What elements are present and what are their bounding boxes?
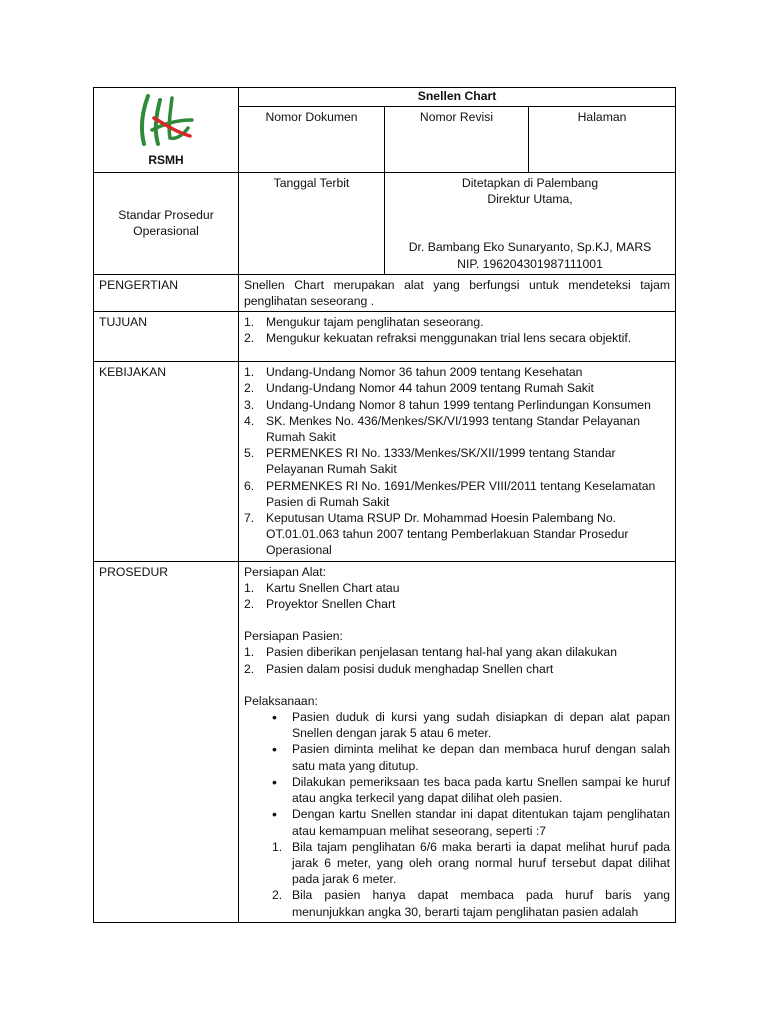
list-item: Keputusan Utama RSUP Dr. Mohammad Hoesin Palembang No. OT.01.01.063 tahun 2007 tentang Pemberlakuan Standar Prosedur Operasional <box>266 511 629 558</box>
pengertian-label: PENGERTIAN <box>94 274 239 311</box>
persiapan-pasien-list <box>244 644 670 676</box>
sop-label: Standar Prosedur Operasional <box>94 173 239 275</box>
list-item: Undang-Undang Nomor 8 tahun 1999 tentang Perlindungan Konsumen <box>266 397 651 412</box>
rsmh-logo-icon <box>130 90 202 150</box>
list-item: • Pasien duduk di kursi yang sudah disiapkan di depan alat papan Snellen dengan jarak 5 atau 6 meter. <box>272 709 670 741</box>
list-item: Kartu Snellen Chart atau <box>266 580 400 595</box>
list-item: Pasien dalam posisi duduk menghadap Snellen chart <box>266 661 554 676</box>
tanggal-terbit-cell: Tanggal Terbit <box>239 173 385 275</box>
nomor-revisi-cell: Nomor Revisi <box>385 106 529 172</box>
ditetapkan-line2: Direktur Utama, <box>487 192 573 207</box>
sop-table <box>93 87 676 923</box>
persiapan-pasien-title: Persiapan Pasien: <box>244 629 343 644</box>
list-item: PERMENKES RI No. 1691/Menkes/PER VIII/2011 tentang Keselamatan Pasien di Rumah Sakit <box>266 478 656 509</box>
signer-name: Dr. Bambang Eko Sunaryanto, Sp.KJ, MARS <box>408 240 652 255</box>
list-item: Undang-Undang Nomor 44 tahun 2009 tentang Rumah Sakit <box>266 381 594 396</box>
pengertian-text: Snellen Chart merupakan alat yang berfungsi untuk mendeteksi tajam penglihatan seseorang . <box>239 274 676 311</box>
document-title: Snellen Chart <box>239 88 676 107</box>
list-item: • Dilakukan pemeriksaan tes baca pada kartu Snellen sampai ke huruf atau angka terkecil yang dapat dilihat oleh pasien. <box>272 774 670 806</box>
halaman-cell: Halaman <box>529 106 676 172</box>
list-item: Mengukur kekuatan refraksi menggunakan trial lens secara objektif. <box>266 331 632 346</box>
pelaksanaan-bullets <box>244 709 670 839</box>
list-item: • Dengan kartu Snellen standar ini dapat ditentukan tajam penglihatan atau kemampuan melihat seseorang, seperti :7 <box>272 806 670 838</box>
prosedur-label: PROSEDUR <box>94 561 239 922</box>
list-item: Bila pasien hanya dapat membaca pada huruf baris yang menunjukkan angka 30, berarti tajam penglihatan pasien adalah <box>292 888 671 919</box>
ditetapkan-cell <box>385 173 676 275</box>
kebijakan-label: KEBIJAKAN <box>94 362 239 561</box>
prosedur-content <box>239 561 676 922</box>
logo-cell <box>94 88 239 173</box>
kebijakan-content <box>239 362 676 561</box>
tujuan-list <box>244 314 670 346</box>
pelaksanaan-title: Pelaksanaan: <box>244 693 318 708</box>
pelaksanaan-numbered <box>244 839 670 920</box>
persiapan-alat-list <box>244 580 670 612</box>
list-item: SK. Menkes No. 436/Menkes/SK/VI/1993 tentang Standar Pelayanan Rumah Sakit <box>266 413 640 445</box>
list-item: Proyektor Snellen Chart <box>266 597 396 612</box>
tujuan-content <box>239 312 676 362</box>
list-item: Pasien diberikan penjelasan tentang hal-hal yang akan dilakukan <box>266 645 617 660</box>
ditetapkan-line1: Ditetapkan di Palembang <box>461 176 599 190</box>
list-item: • Pasien diminta melihat ke depan dan membaca huruf dengan salah satu mata yang ditutup. <box>272 741 670 773</box>
list-item: Mengukur tajam penglihatan seseorang. <box>266 315 484 330</box>
list-item: Undang-Undang Nomor 36 tahun 2009 tentang Kesehatan <box>266 365 583 380</box>
persiapan-alat-title: Persiapan Alat: <box>244 564 326 579</box>
list-item: Bila tajam penglihatan 6/6 maka berarti ia dapat melihat huruf pada jarak 6 meter, yang oleh orang normal huruf tersebut dapat dilihat pada jarak 6 meter. <box>292 839 671 887</box>
list-item: PERMENKES RI No. 1333/Menkes/SK/XII/1999 tentang Standar Pelayanan Rumah Sakit <box>266 446 616 477</box>
nomor-dokumen-cell: Nomor Dokumen <box>239 106 385 172</box>
tujuan-label: TUJUAN <box>94 312 239 362</box>
kebijakan-list <box>244 364 670 558</box>
signer-nip: NIP. 196204301987111001 <box>457 256 603 271</box>
org-name: RSMH <box>148 153 184 167</box>
